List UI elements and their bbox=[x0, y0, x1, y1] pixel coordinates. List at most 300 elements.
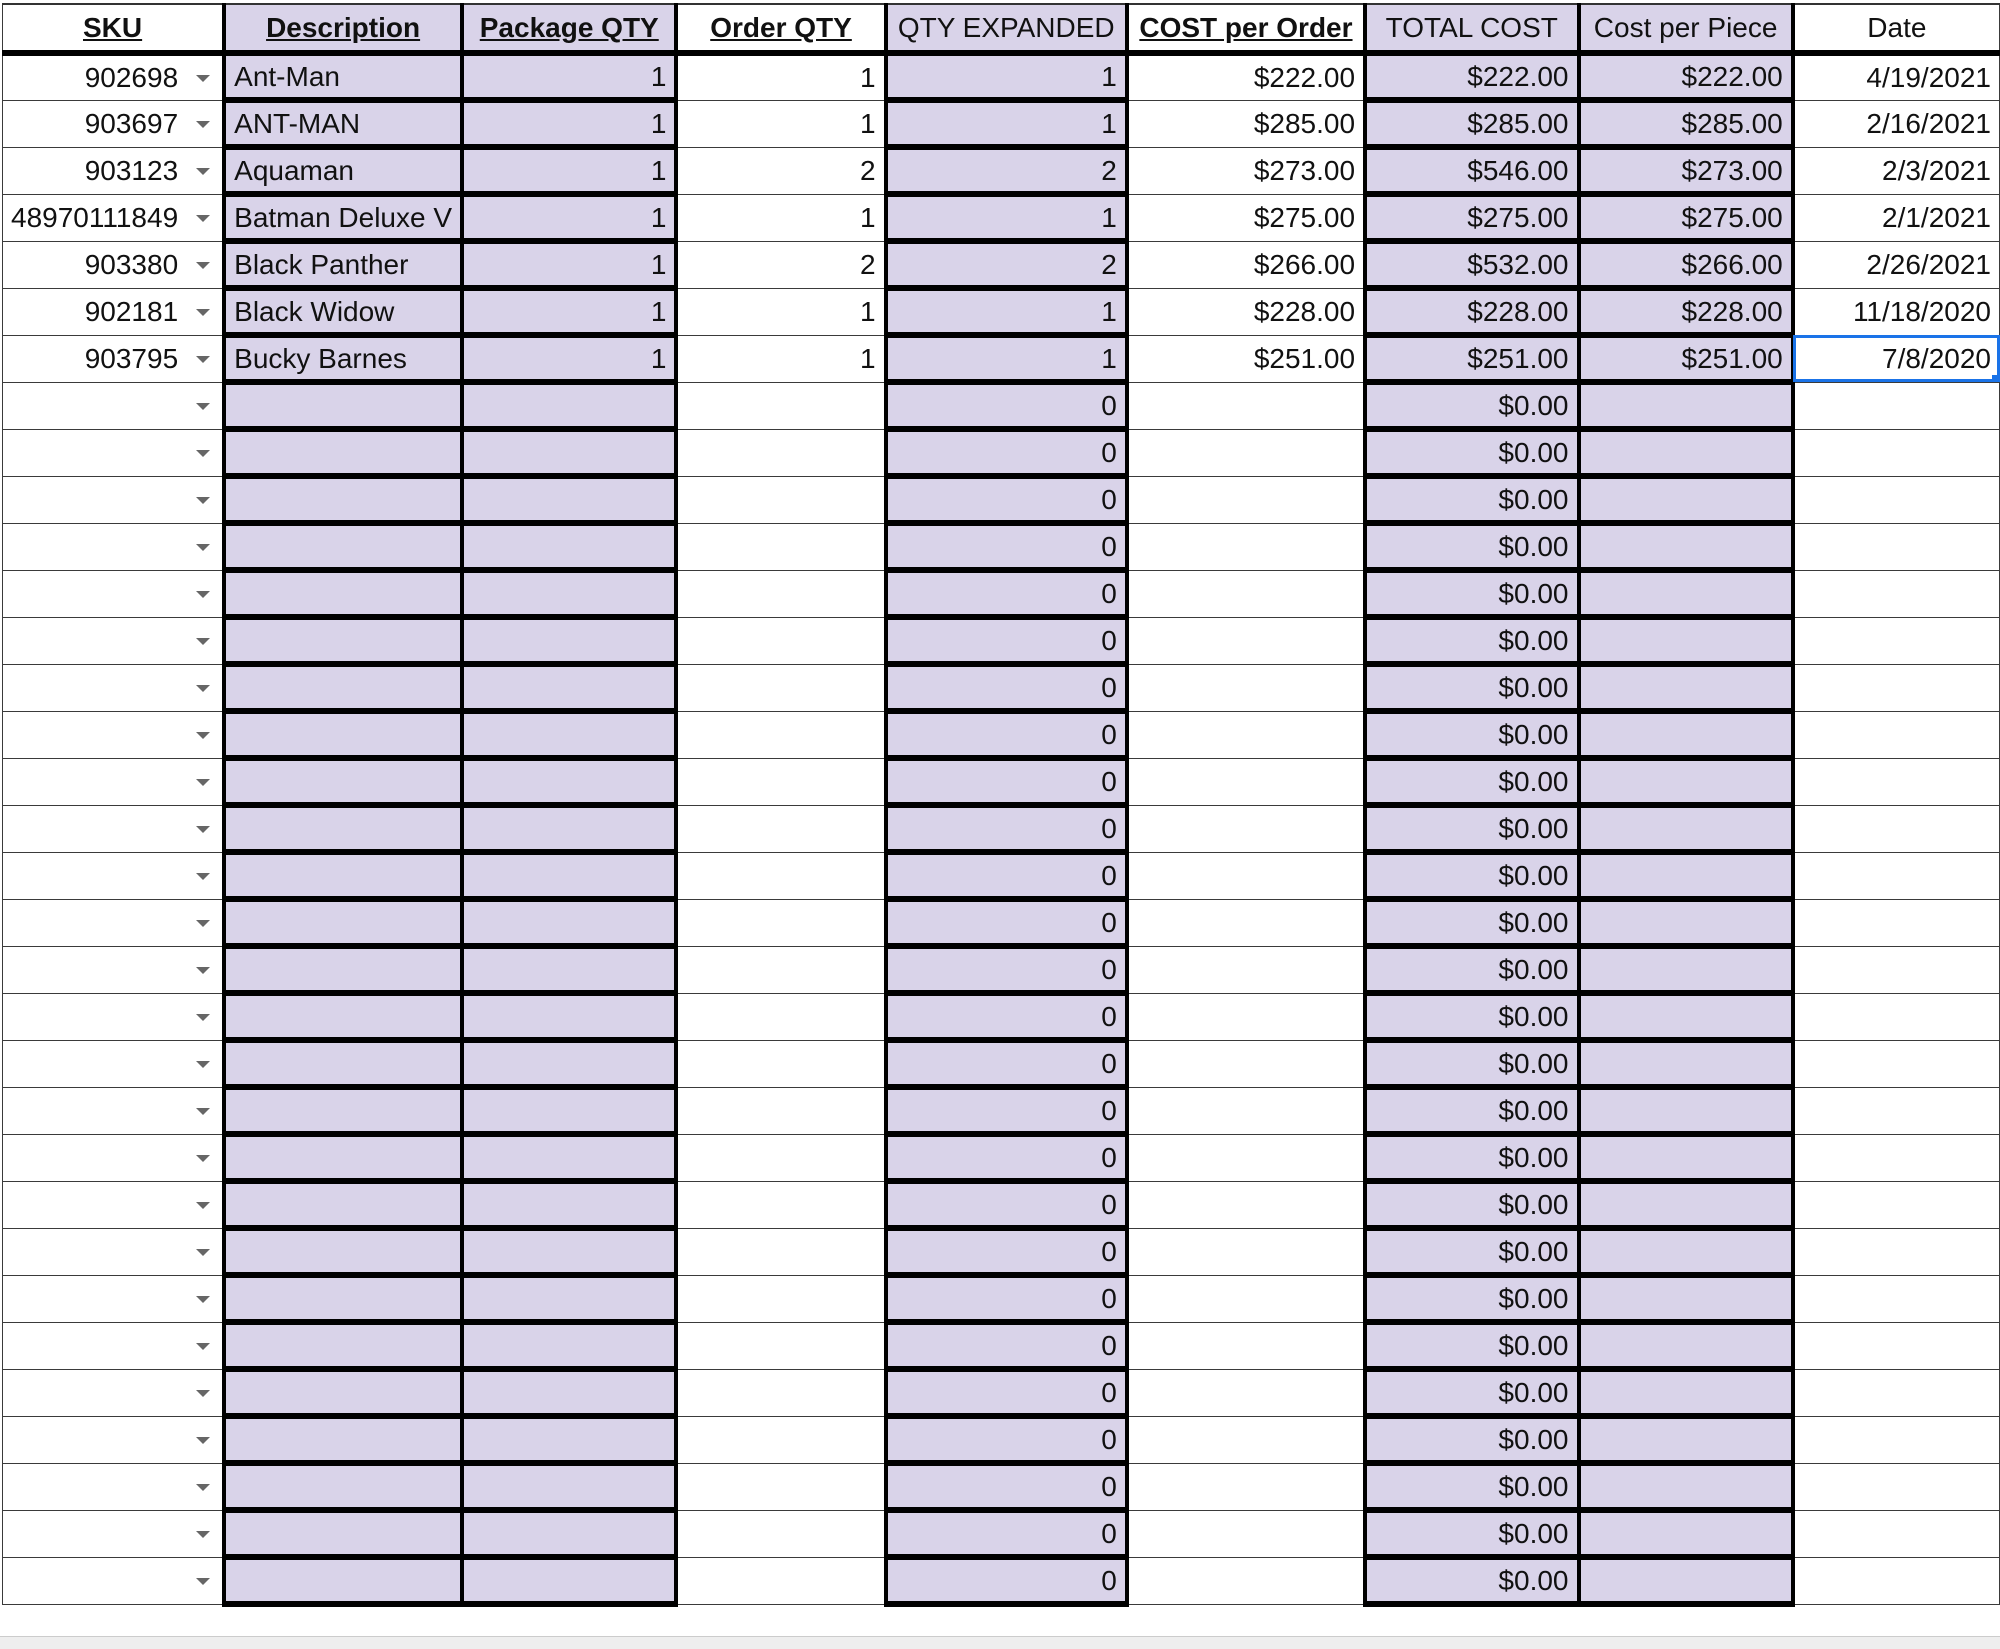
cell-cost-per-piece[interactable] bbox=[1579, 758, 1793, 805]
cell-cost-per-piece[interactable] bbox=[1579, 1181, 1793, 1228]
cell-order-qty[interactable]: 1 bbox=[676, 335, 885, 382]
cell-cost-per-order[interactable] bbox=[1127, 1416, 1365, 1463]
cell-cost-per-order[interactable] bbox=[1127, 570, 1365, 617]
cell-description[interactable] bbox=[224, 1040, 462, 1087]
cell-sku[interactable] bbox=[3, 617, 225, 664]
cell-package-qty[interactable]: 1 bbox=[462, 335, 676, 382]
cell-cost-per-order[interactable]: $285.00 bbox=[1127, 100, 1365, 147]
cell-cost-per-order[interactable] bbox=[1127, 946, 1365, 993]
cell-date[interactable] bbox=[1793, 429, 2000, 476]
cell-package-qty[interactable] bbox=[462, 1087, 676, 1134]
cell-order-qty[interactable] bbox=[676, 1275, 885, 1322]
cell-cost-per-order[interactable] bbox=[1127, 1040, 1365, 1087]
cell-description[interactable] bbox=[224, 664, 462, 711]
cell-description[interactable] bbox=[224, 993, 462, 1040]
cell-total-cost[interactable]: $0.00 bbox=[1365, 1463, 1578, 1510]
cell-cost-per-piece[interactable]: $266.00 bbox=[1579, 241, 1793, 288]
dropdown-arrow-icon[interactable] bbox=[196, 1437, 210, 1444]
cell-cost-per-piece[interactable] bbox=[1579, 1275, 1793, 1322]
cell-qty-expanded[interactable]: 2 bbox=[886, 147, 1127, 194]
cell-date[interactable] bbox=[1793, 946, 2000, 993]
cell-order-qty[interactable] bbox=[676, 805, 885, 852]
column-header-qty-expanded[interactable] bbox=[886, 4, 1127, 53]
cell-order-qty[interactable] bbox=[676, 664, 885, 711]
cell-cost-per-order[interactable] bbox=[1127, 476, 1365, 523]
cell-qty-expanded[interactable]: 1 bbox=[886, 335, 1127, 382]
cell-sku[interactable] bbox=[3, 711, 225, 758]
cell-sku[interactable] bbox=[3, 1369, 225, 1416]
cell-sku[interactable] bbox=[3, 1322, 225, 1369]
cell-qty-expanded[interactable]: 0 bbox=[886, 382, 1127, 429]
cell-total-cost[interactable]: $0.00 bbox=[1365, 1087, 1578, 1134]
cell-cost-per-order[interactable] bbox=[1127, 1087, 1365, 1134]
cell-date[interactable]: 11/18/2020 bbox=[1793, 288, 2000, 335]
cell-order-qty[interactable] bbox=[676, 1463, 885, 1510]
cell-package-qty[interactable] bbox=[462, 711, 676, 758]
cell-qty-expanded[interactable]: 0 bbox=[886, 993, 1127, 1040]
cell-cost-per-order[interactable] bbox=[1127, 1275, 1365, 1322]
cell-qty-expanded[interactable]: 0 bbox=[886, 805, 1127, 852]
cell-cost-per-piece[interactable] bbox=[1579, 805, 1793, 852]
cell-package-qty[interactable] bbox=[462, 1557, 676, 1604]
cell-order-qty[interactable] bbox=[676, 523, 885, 570]
cell-qty-expanded[interactable]: 1 bbox=[886, 53, 1127, 100]
cell-date[interactable] bbox=[1793, 993, 2000, 1040]
cell-order-qty[interactable] bbox=[676, 758, 885, 805]
cell-cost-per-order[interactable]: $228.00 bbox=[1127, 288, 1365, 335]
cell-package-qty[interactable] bbox=[462, 852, 676, 899]
dropdown-arrow-icon[interactable] bbox=[196, 75, 210, 82]
cell-package-qty[interactable] bbox=[462, 1416, 676, 1463]
cell-qty-expanded[interactable]: 0 bbox=[886, 1369, 1127, 1416]
dropdown-arrow-icon[interactable] bbox=[196, 1296, 210, 1303]
cell-sku[interactable] bbox=[3, 476, 225, 523]
cell-package-qty[interactable] bbox=[462, 993, 676, 1040]
cell-package-qty[interactable] bbox=[462, 1134, 676, 1181]
cell-description[interactable]: Batman Deluxe V bbox=[224, 194, 462, 241]
cell-description[interactable] bbox=[224, 1322, 462, 1369]
cell-order-qty[interactable]: 1 bbox=[676, 53, 885, 100]
cell-order-qty[interactable] bbox=[676, 1040, 885, 1087]
cell-total-cost[interactable]: $0.00 bbox=[1365, 429, 1578, 476]
cell-order-qty[interactable] bbox=[676, 1181, 885, 1228]
cell-description[interactable] bbox=[224, 852, 462, 899]
cell-cost-per-piece[interactable]: $222.00 bbox=[1579, 53, 1793, 100]
cell-cost-per-piece[interactable]: $228.00 bbox=[1579, 288, 1793, 335]
cell-order-qty[interactable] bbox=[676, 1557, 885, 1604]
cell-cost-per-order[interactable] bbox=[1127, 1134, 1365, 1181]
cell-cost-per-order[interactable] bbox=[1127, 1557, 1365, 1604]
cell-package-qty[interactable] bbox=[462, 805, 676, 852]
cell-cost-per-piece[interactable] bbox=[1579, 1463, 1793, 1510]
dropdown-arrow-icon[interactable] bbox=[196, 168, 210, 175]
cell-sku[interactable] bbox=[3, 1181, 225, 1228]
cell-package-qty[interactable] bbox=[462, 1463, 676, 1510]
cell-cost-per-piece[interactable] bbox=[1579, 1040, 1793, 1087]
cell-qty-expanded[interactable]: 0 bbox=[886, 1275, 1127, 1322]
cell-qty-expanded[interactable]: 0 bbox=[886, 570, 1127, 617]
cell-order-qty[interactable] bbox=[676, 1322, 885, 1369]
cell-date[interactable] bbox=[1793, 1510, 2000, 1557]
cell-sku[interactable] bbox=[3, 1463, 225, 1510]
cell-total-cost[interactable]: $251.00 bbox=[1365, 335, 1578, 382]
cell-qty-expanded[interactable]: 0 bbox=[886, 946, 1127, 993]
dropdown-arrow-icon[interactable] bbox=[196, 215, 210, 222]
cell-cost-per-piece[interactable] bbox=[1579, 1134, 1793, 1181]
cell-sku[interactable]: 903795 bbox=[3, 335, 225, 382]
cell-cost-per-order[interactable] bbox=[1127, 805, 1365, 852]
cell-package-qty[interactable]: 1 bbox=[462, 288, 676, 335]
cell-order-qty[interactable] bbox=[676, 1369, 885, 1416]
cell-total-cost[interactable]: $0.00 bbox=[1365, 617, 1578, 664]
cell-cost-per-piece[interactable] bbox=[1579, 946, 1793, 993]
cell-cost-per-order[interactable] bbox=[1127, 1510, 1365, 1557]
cell-sku[interactable]: 902698 bbox=[3, 53, 225, 100]
dropdown-arrow-icon[interactable] bbox=[196, 826, 210, 833]
cell-qty-expanded[interactable]: 0 bbox=[886, 758, 1127, 805]
column-header-package-qty[interactable] bbox=[462, 4, 676, 53]
cell-cost-per-order[interactable]: $266.00 bbox=[1127, 241, 1365, 288]
cell-date[interactable] bbox=[1793, 805, 2000, 852]
cell-package-qty[interactable] bbox=[462, 523, 676, 570]
cell-cost-per-order[interactable] bbox=[1127, 758, 1365, 805]
cell-total-cost[interactable]: $0.00 bbox=[1365, 1134, 1578, 1181]
cell-date[interactable] bbox=[1793, 664, 2000, 711]
cell-total-cost[interactable]: $0.00 bbox=[1365, 711, 1578, 758]
cell-order-qty[interactable] bbox=[676, 570, 885, 617]
dropdown-arrow-icon[interactable] bbox=[196, 309, 210, 316]
column-header-order-qty[interactable] bbox=[676, 4, 885, 53]
cell-cost-per-piece[interactable] bbox=[1579, 382, 1793, 429]
cell-order-qty[interactable]: 2 bbox=[676, 241, 885, 288]
cell-date[interactable] bbox=[1793, 570, 2000, 617]
cell-sku[interactable] bbox=[3, 429, 225, 476]
cell-package-qty[interactable] bbox=[462, 664, 676, 711]
cell-date[interactable]: 7/8/2020 bbox=[1793, 335, 2000, 382]
cell-cost-per-piece[interactable] bbox=[1579, 1322, 1793, 1369]
cell-cost-per-order[interactable] bbox=[1127, 1463, 1365, 1510]
dropdown-arrow-icon[interactable] bbox=[196, 544, 210, 551]
cell-sku[interactable] bbox=[3, 1134, 225, 1181]
dropdown-arrow-icon[interactable] bbox=[196, 403, 210, 410]
dropdown-arrow-icon[interactable] bbox=[196, 1061, 210, 1068]
cell-total-cost[interactable]: $0.00 bbox=[1365, 1181, 1578, 1228]
cell-cost-per-piece[interactable]: $275.00 bbox=[1579, 194, 1793, 241]
cell-order-qty[interactable]: 1 bbox=[676, 194, 885, 241]
cell-description[interactable] bbox=[224, 1228, 462, 1275]
cell-description[interactable]: Aquaman bbox=[224, 147, 462, 194]
cell-description[interactable]: ANT-MAN bbox=[224, 100, 462, 147]
cell-qty-expanded[interactable]: 0 bbox=[886, 711, 1127, 758]
cell-cost-per-piece[interactable] bbox=[1579, 1416, 1793, 1463]
cell-qty-expanded[interactable]: 0 bbox=[886, 1087, 1127, 1134]
cell-total-cost[interactable]: $0.00 bbox=[1365, 946, 1578, 993]
cell-total-cost[interactable]: $0.00 bbox=[1365, 570, 1578, 617]
cell-package-qty[interactable] bbox=[462, 1228, 676, 1275]
column-header-date[interactable] bbox=[1793, 4, 2000, 53]
cell-cost-per-piece[interactable] bbox=[1579, 711, 1793, 758]
cell-order-qty[interactable] bbox=[676, 1510, 885, 1557]
cell-cost-per-order[interactable] bbox=[1127, 429, 1365, 476]
cell-date[interactable] bbox=[1793, 1040, 2000, 1087]
cell-cost-per-piece[interactable]: $251.00 bbox=[1579, 335, 1793, 382]
cell-cost-per-piece[interactable] bbox=[1579, 429, 1793, 476]
cell-package-qty[interactable] bbox=[462, 946, 676, 993]
cell-cost-per-piece[interactable] bbox=[1579, 852, 1793, 899]
horizontal-scrollbar[interactable] bbox=[0, 1636, 2000, 1649]
cell-description[interactable] bbox=[224, 1134, 462, 1181]
column-header-description[interactable] bbox=[224, 4, 462, 53]
cell-order-qty[interactable] bbox=[676, 946, 885, 993]
cell-total-cost[interactable]: $0.00 bbox=[1365, 899, 1578, 946]
cell-cost-per-piece[interactable] bbox=[1579, 1557, 1793, 1604]
cell-cost-per-piece[interactable] bbox=[1579, 476, 1793, 523]
dropdown-arrow-icon[interactable] bbox=[196, 1343, 210, 1350]
cell-cost-per-order[interactable]: $251.00 bbox=[1127, 335, 1365, 382]
dropdown-arrow-icon[interactable] bbox=[196, 638, 210, 645]
cell-total-cost[interactable]: $546.00 bbox=[1365, 147, 1578, 194]
cell-description[interactable] bbox=[224, 946, 462, 993]
cell-package-qty[interactable] bbox=[462, 758, 676, 805]
cell-total-cost[interactable]: $0.00 bbox=[1365, 1557, 1578, 1604]
cell-description[interactable]: Ant-Man bbox=[224, 53, 462, 100]
cell-package-qty[interactable]: 1 bbox=[462, 53, 676, 100]
cell-date[interactable] bbox=[1793, 523, 2000, 570]
cell-date[interactable] bbox=[1793, 1322, 2000, 1369]
cell-date[interactable] bbox=[1793, 1557, 2000, 1604]
dropdown-arrow-icon[interactable] bbox=[196, 920, 210, 927]
cell-qty-expanded[interactable]: 0 bbox=[886, 1134, 1127, 1181]
dropdown-arrow-icon[interactable] bbox=[196, 262, 210, 269]
cell-package-qty[interactable] bbox=[462, 1369, 676, 1416]
cell-qty-expanded[interactable]: 2 bbox=[886, 241, 1127, 288]
cell-description[interactable] bbox=[224, 1463, 462, 1510]
cell-sku[interactable] bbox=[3, 758, 225, 805]
cell-total-cost[interactable]: $0.00 bbox=[1365, 1322, 1578, 1369]
cell-total-cost[interactable]: $0.00 bbox=[1365, 382, 1578, 429]
cell-sku[interactable]: 903697 bbox=[3, 100, 225, 147]
cell-total-cost[interactable]: $275.00 bbox=[1365, 194, 1578, 241]
cell-order-qty[interactable] bbox=[676, 476, 885, 523]
dropdown-arrow-icon[interactable] bbox=[196, 1108, 210, 1115]
cell-date[interactable]: 2/26/2021 bbox=[1793, 241, 2000, 288]
cell-order-qty[interactable] bbox=[676, 429, 885, 476]
cell-date[interactable] bbox=[1793, 1134, 2000, 1181]
cell-sku[interactable] bbox=[3, 1040, 225, 1087]
cell-cost-per-order[interactable]: $275.00 bbox=[1127, 194, 1365, 241]
dropdown-arrow-icon[interactable] bbox=[196, 1202, 210, 1209]
cell-total-cost[interactable]: $285.00 bbox=[1365, 100, 1578, 147]
cell-package-qty[interactable] bbox=[462, 476, 676, 523]
cell-cost-per-order[interactable] bbox=[1127, 711, 1365, 758]
cell-sku[interactable] bbox=[3, 899, 225, 946]
cell-qty-expanded[interactable]: 0 bbox=[886, 664, 1127, 711]
cell-description[interactable]: Black Widow bbox=[224, 288, 462, 335]
cell-sku[interactable] bbox=[3, 570, 225, 617]
cell-cost-per-piece[interactable] bbox=[1579, 1228, 1793, 1275]
cell-order-qty[interactable] bbox=[676, 899, 885, 946]
cell-description[interactable] bbox=[224, 429, 462, 476]
dropdown-arrow-icon[interactable] bbox=[196, 685, 210, 692]
cell-date[interactable]: 4/19/2021 bbox=[1793, 53, 2000, 100]
cell-description[interactable] bbox=[224, 570, 462, 617]
cell-qty-expanded[interactable]: 0 bbox=[886, 617, 1127, 664]
cell-description[interactable] bbox=[224, 1557, 462, 1604]
cell-order-qty[interactable] bbox=[676, 617, 885, 664]
cell-cost-per-order[interactable] bbox=[1127, 1369, 1365, 1416]
cell-cost-per-piece[interactable] bbox=[1579, 570, 1793, 617]
cell-sku[interactable]: 48970111849 bbox=[3, 194, 225, 241]
dropdown-arrow-icon[interactable] bbox=[196, 121, 210, 128]
cell-package-qty[interactable] bbox=[462, 899, 676, 946]
cell-cost-per-order[interactable] bbox=[1127, 899, 1365, 946]
dropdown-arrow-icon[interactable] bbox=[196, 732, 210, 739]
cell-qty-expanded[interactable]: 0 bbox=[886, 1322, 1127, 1369]
cell-sku[interactable] bbox=[3, 1087, 225, 1134]
cell-date[interactable]: 2/16/2021 bbox=[1793, 100, 2000, 147]
cell-cost-per-order[interactable] bbox=[1127, 617, 1365, 664]
fill-handle[interactable] bbox=[1992, 375, 2000, 383]
cell-total-cost[interactable]: $532.00 bbox=[1365, 241, 1578, 288]
cell-date[interactable] bbox=[1793, 1416, 2000, 1463]
cell-cost-per-piece[interactable]: $285.00 bbox=[1579, 100, 1793, 147]
cell-cost-per-piece[interactable] bbox=[1579, 617, 1793, 664]
cell-package-qty[interactable]: 1 bbox=[462, 194, 676, 241]
cell-qty-expanded[interactable]: 0 bbox=[886, 1463, 1127, 1510]
cell-description[interactable] bbox=[224, 1181, 462, 1228]
column-header-cost-per-order[interactable] bbox=[1127, 4, 1365, 53]
dropdown-arrow-icon[interactable] bbox=[196, 1014, 210, 1021]
cell-cost-per-order[interactable] bbox=[1127, 993, 1365, 1040]
cell-order-qty[interactable]: 1 bbox=[676, 100, 885, 147]
cell-sku[interactable] bbox=[3, 1228, 225, 1275]
cell-order-qty[interactable] bbox=[676, 1416, 885, 1463]
cell-order-qty[interactable] bbox=[676, 711, 885, 758]
cell-total-cost[interactable]: $0.00 bbox=[1365, 805, 1578, 852]
cell-sku[interactable]: 903380 bbox=[3, 241, 225, 288]
dropdown-arrow-icon[interactable] bbox=[196, 450, 210, 457]
cell-cost-per-order[interactable] bbox=[1127, 1228, 1365, 1275]
cell-package-qty[interactable]: 1 bbox=[462, 100, 676, 147]
cell-description[interactable] bbox=[224, 1275, 462, 1322]
dropdown-arrow-icon[interactable] bbox=[196, 1249, 210, 1256]
cell-total-cost[interactable]: $0.00 bbox=[1365, 758, 1578, 805]
cell-total-cost[interactable]: $0.00 bbox=[1365, 1040, 1578, 1087]
cell-package-qty[interactable] bbox=[462, 429, 676, 476]
column-header-cost-per-piece[interactable] bbox=[1579, 4, 1793, 53]
cell-qty-expanded[interactable]: 1 bbox=[886, 194, 1127, 241]
cell-sku[interactable] bbox=[3, 1275, 225, 1322]
cell-description[interactable] bbox=[224, 758, 462, 805]
cell-package-qty[interactable] bbox=[462, 1510, 676, 1557]
cell-cost-per-order[interactable] bbox=[1127, 1322, 1365, 1369]
cell-qty-expanded[interactable]: 0 bbox=[886, 1040, 1127, 1087]
cell-package-qty[interactable]: 1 bbox=[462, 241, 676, 288]
cell-qty-expanded[interactable]: 1 bbox=[886, 288, 1127, 335]
cell-qty-expanded[interactable]: 0 bbox=[886, 1557, 1127, 1604]
cell-cost-per-piece[interactable] bbox=[1579, 1510, 1793, 1557]
cell-total-cost[interactable]: $0.00 bbox=[1365, 1510, 1578, 1557]
cell-qty-expanded[interactable]: 0 bbox=[886, 1510, 1127, 1557]
cell-qty-expanded[interactable]: 0 bbox=[886, 852, 1127, 899]
dropdown-arrow-icon[interactable] bbox=[196, 1578, 210, 1585]
cell-date[interactable] bbox=[1793, 899, 2000, 946]
cell-sku[interactable]: 903123 bbox=[3, 147, 225, 194]
cell-order-qty[interactable] bbox=[676, 852, 885, 899]
cell-cost-per-order[interactable] bbox=[1127, 852, 1365, 899]
cell-total-cost[interactable]: $228.00 bbox=[1365, 288, 1578, 335]
cell-description[interactable]: Bucky Barnes bbox=[224, 335, 462, 382]
cell-description[interactable] bbox=[224, 1416, 462, 1463]
cell-sku[interactable] bbox=[3, 805, 225, 852]
cell-date[interactable] bbox=[1793, 1181, 2000, 1228]
cell-date[interactable] bbox=[1793, 1463, 2000, 1510]
cell-package-qty[interactable] bbox=[462, 1322, 676, 1369]
cell-total-cost[interactable]: $0.00 bbox=[1365, 476, 1578, 523]
cell-description[interactable] bbox=[224, 899, 462, 946]
cell-description[interactable] bbox=[224, 711, 462, 758]
dropdown-arrow-icon[interactable] bbox=[196, 1155, 210, 1162]
cell-date[interactable]: 2/1/2021 bbox=[1793, 194, 2000, 241]
cell-cost-per-piece[interactable] bbox=[1579, 1369, 1793, 1416]
cell-cost-per-order[interactable] bbox=[1127, 382, 1365, 429]
cell-sku[interactable] bbox=[3, 946, 225, 993]
cell-cost-per-piece[interactable] bbox=[1579, 899, 1793, 946]
cell-package-qty[interactable] bbox=[462, 1181, 676, 1228]
cell-date[interactable] bbox=[1793, 1275, 2000, 1322]
cell-order-qty[interactable] bbox=[676, 1134, 885, 1181]
cell-date[interactable] bbox=[1793, 1087, 2000, 1134]
cell-cost-per-order[interactable] bbox=[1127, 1181, 1365, 1228]
cell-date[interactable] bbox=[1793, 758, 2000, 805]
cell-date[interactable] bbox=[1793, 852, 2000, 899]
dropdown-arrow-icon[interactable] bbox=[196, 591, 210, 598]
cell-sku[interactable] bbox=[3, 1416, 225, 1463]
cell-total-cost[interactable]: $0.00 bbox=[1365, 523, 1578, 570]
cell-total-cost[interactable]: $0.00 bbox=[1365, 1416, 1578, 1463]
cell-sku[interactable] bbox=[3, 382, 225, 429]
cell-sku[interactable] bbox=[3, 1557, 225, 1604]
column-header-total-cost[interactable] bbox=[1365, 4, 1578, 53]
dropdown-arrow-icon[interactable] bbox=[196, 967, 210, 974]
cell-date[interactable] bbox=[1793, 1369, 2000, 1416]
cell-cost-per-piece[interactable] bbox=[1579, 523, 1793, 570]
cell-description[interactable]: Black Panther bbox=[224, 241, 462, 288]
cell-total-cost[interactable]: $0.00 bbox=[1365, 1228, 1578, 1275]
cell-description[interactable] bbox=[224, 523, 462, 570]
cell-order-qty[interactable] bbox=[676, 1228, 885, 1275]
cell-description[interactable] bbox=[224, 1369, 462, 1416]
cell-package-qty[interactable] bbox=[462, 1040, 676, 1087]
cell-sku[interactable] bbox=[3, 664, 225, 711]
cell-package-qty[interactable] bbox=[462, 570, 676, 617]
cell-cost-per-piece[interactable] bbox=[1579, 993, 1793, 1040]
cell-qty-expanded[interactable]: 0 bbox=[886, 1228, 1127, 1275]
cell-description[interactable] bbox=[224, 617, 462, 664]
cell-qty-expanded[interactable]: 0 bbox=[886, 429, 1127, 476]
cell-qty-expanded[interactable]: 0 bbox=[886, 1181, 1127, 1228]
cell-cost-per-piece[interactable]: $273.00 bbox=[1579, 147, 1793, 194]
cell-total-cost[interactable]: $222.00 bbox=[1365, 53, 1578, 100]
dropdown-arrow-icon[interactable] bbox=[196, 356, 210, 363]
cell-total-cost[interactable]: $0.00 bbox=[1365, 664, 1578, 711]
cell-sku[interactable] bbox=[3, 523, 225, 570]
cell-package-qty[interactable]: 1 bbox=[462, 147, 676, 194]
cell-date[interactable]: 2/3/2021 bbox=[1793, 147, 2000, 194]
cell-qty-expanded[interactable]: 0 bbox=[886, 1416, 1127, 1463]
cell-date[interactable] bbox=[1793, 711, 2000, 758]
cell-date[interactable] bbox=[1793, 1228, 2000, 1275]
